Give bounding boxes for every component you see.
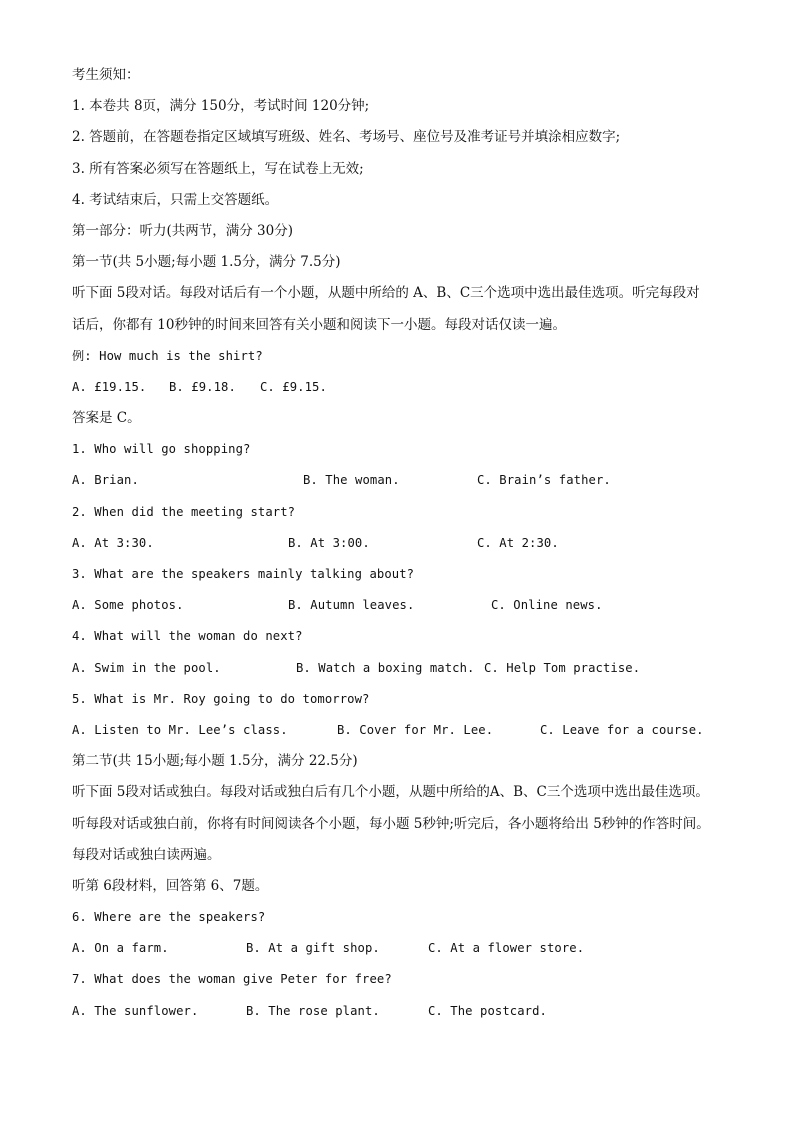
option-b: B. Cover for Mr. Lee. xyxy=(337,722,494,737)
option-c: C. Brain’s father. xyxy=(477,473,611,488)
question-options xyxy=(72,465,752,496)
question: 3. What are the speakers mainly talking about? xyxy=(72,567,415,581)
example-options xyxy=(72,372,752,403)
material-heading: 听第 6段材料，回答第 6、7题。 xyxy=(72,877,269,894)
option-a: A. £19.15. xyxy=(72,379,147,394)
exam-page xyxy=(72,60,752,1027)
question: 7. What does the woman give Peter for free? xyxy=(72,972,392,987)
question-options xyxy=(72,996,752,1027)
option-b: B. Watch a boxing match. xyxy=(296,660,475,675)
notice-item: 4. 考试结束后，只需上交答题纸。 xyxy=(72,191,279,208)
option-c: C. £9.15. xyxy=(260,379,327,394)
notice-item: 2. 答题前，在答题卷指定区域填写班级、姓名、考场号、座位号及准考证号并填涂相应数字; xyxy=(72,129,621,146)
option-a: A. The sunflower. xyxy=(72,1003,199,1018)
option-c: C. Help Tom practise. xyxy=(484,660,641,675)
question: 2. When did the meeting start? xyxy=(72,504,296,519)
option-c: C. At 2:30. xyxy=(477,535,559,550)
option-c: C. Leave for a course. xyxy=(540,722,704,737)
option-a: A. Listen to Mr. Lee’s class. xyxy=(72,722,288,737)
question: 1. Who will go shopping? xyxy=(72,442,251,457)
section1-instruction: 听下面 5段对话。每段对话后有一个小题，从题中所给的 A、B、C三个选项中选出最佳选项。听完每段对 xyxy=(72,285,700,302)
question: 5. What is Mr. Roy going to do tomorrow? xyxy=(72,691,370,706)
notice-item: 3. 所有答案必须写在答题纸上，写在试卷上无效; xyxy=(72,160,364,177)
question: 6. Where are the speakers? xyxy=(72,910,266,925)
option-b: B. The woman. xyxy=(303,473,400,488)
option-b: B. At a gift shop. xyxy=(246,941,380,956)
example-question: 例: How much is the shirt? xyxy=(72,348,263,363)
question-options xyxy=(72,715,752,746)
example-answer: 答案是 C。 xyxy=(72,410,141,427)
part1-title: 第一部分：听力(共两节，满分 30分) xyxy=(72,222,294,239)
question-options xyxy=(72,933,752,964)
option-b: B. £9.18. xyxy=(169,379,236,394)
section2-instruction: 听每段对话或独白前，你将有时间阅读各个小题，每小题 5秒钟;听完后，各小题将给出 5秒钟的作答时间。 xyxy=(72,815,710,832)
notice-title: 考生须知： xyxy=(72,67,140,83)
section1-instruction: 话后，你都有 10秒钟的时间来回答有关小题和阅读下一小题。每段对话仅读一遍。 xyxy=(72,316,566,333)
option-b: B. Autumn leaves. xyxy=(288,598,415,613)
option-a: A. Brian. xyxy=(72,473,139,488)
option-b: B. The rose plant. xyxy=(246,1003,380,1018)
option-a: A. Swim in the pool. xyxy=(72,660,221,675)
option-a: A. Some photos. xyxy=(72,598,184,613)
section2-title: 第二节(共 15小题;每小题 1.5分，满分 22.5分) xyxy=(72,753,358,770)
option-c: C. Online news. xyxy=(491,598,603,613)
option-a: A. At 3:30. xyxy=(72,535,154,550)
question-options xyxy=(72,528,752,559)
option-c: C. At a flower store. xyxy=(428,941,585,956)
question-options xyxy=(72,590,752,621)
question-options xyxy=(72,653,752,684)
question: 4. What will the woman do next? xyxy=(72,629,303,644)
section2-instruction: 听下面 5段对话或独白。每段对话或独白后有几个小题，从题中所给的A、B、C三个选项中选出最佳选项。 xyxy=(72,784,709,801)
section2-instruction: 每段对话或独白读两遍。 xyxy=(72,846,221,863)
notice-item: 1. 本卷共 8页，满分 150分，考试时间 120分钟; xyxy=(72,98,370,115)
option-b: B. At 3:00. xyxy=(288,535,370,550)
option-c: C. The postcard. xyxy=(428,1003,547,1018)
option-a: A. On a farm. xyxy=(72,941,169,956)
section1-title: 第一节(共 5小题;每小题 1.5分，满分 7.5分) xyxy=(72,254,341,271)
